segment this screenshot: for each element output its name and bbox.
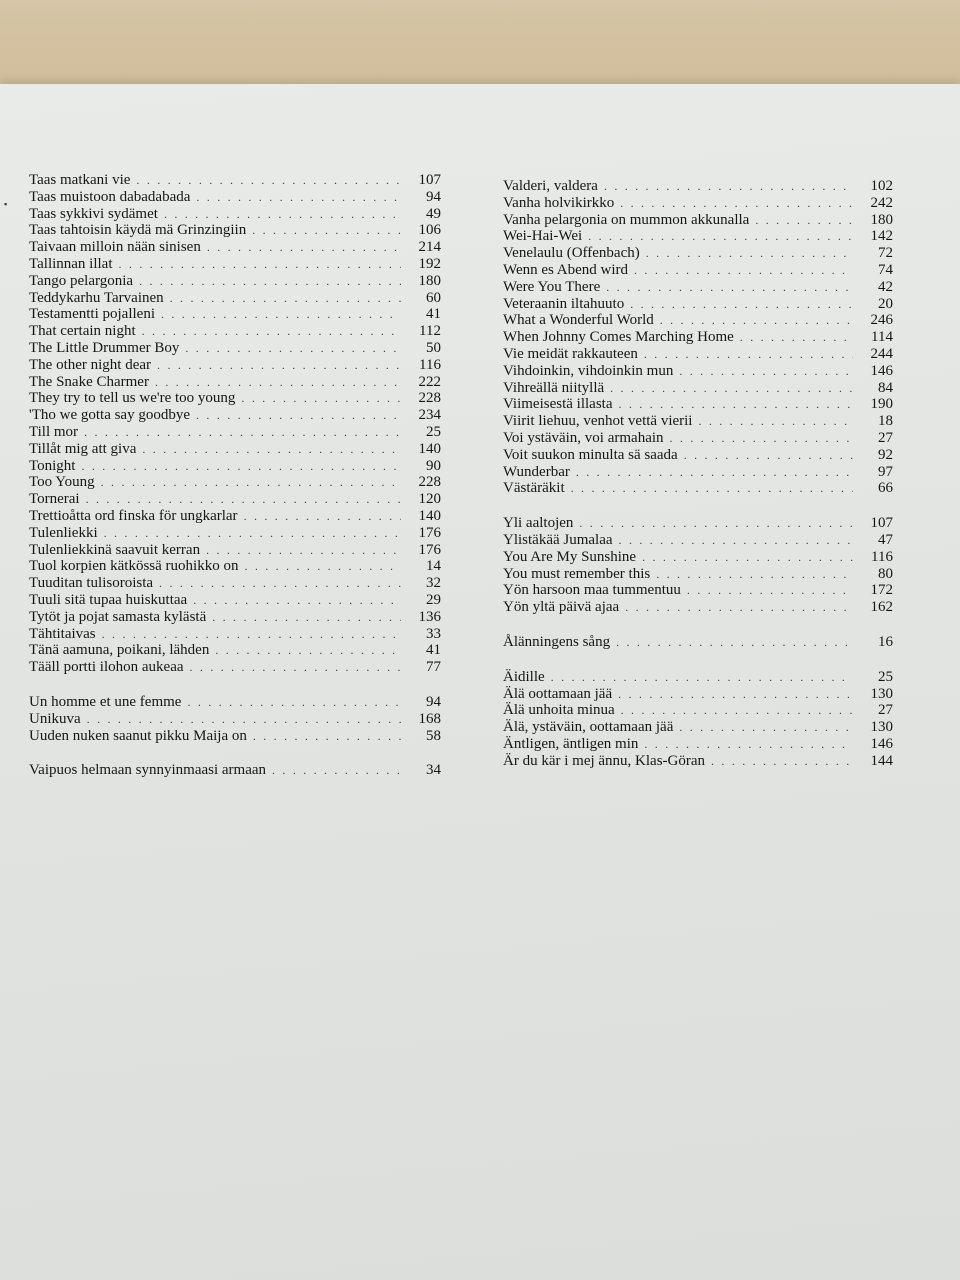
page-number: 50 — [426, 339, 441, 356]
index-entry — [29, 694, 441, 711]
song-title: Äntligen, äntligen min — [503, 735, 639, 752]
dot-leader — [571, 480, 853, 497]
index-entry — [29, 441, 441, 458]
dot-leader — [579, 515, 853, 532]
dot-leader — [187, 694, 401, 711]
dot-leader — [252, 222, 401, 239]
index-group — [29, 172, 441, 676]
index-entry — [29, 239, 441, 256]
song-title: Taas muistoon dabadabada — [29, 188, 191, 205]
dot-leader — [119, 256, 401, 273]
song-title: Taivaan milloin nään sinisen — [29, 239, 201, 256]
song-title: When Johnny Comes Marching Home — [503, 329, 734, 346]
dot-leader — [212, 609, 401, 626]
dot-leader — [606, 279, 853, 296]
song-title: You must remember this — [503, 565, 651, 582]
page-number: 60 — [426, 289, 441, 306]
index-entry — [29, 491, 441, 508]
song-title: Ylistäkää Jumalaa — [503, 531, 613, 548]
page-number: 27 — [878, 702, 893, 719]
dot-leader — [644, 736, 853, 753]
index-entry — [29, 273, 441, 290]
song-title: Venelaulu (Offenbach) — [503, 245, 640, 262]
index-entry — [29, 728, 441, 745]
dot-leader — [193, 592, 401, 609]
page-corner-mark: ▪ — [4, 199, 8, 209]
song-title: Vie meidät rakkauteen — [503, 345, 638, 362]
page-number: 136 — [418, 608, 441, 625]
dot-leader — [588, 228, 853, 245]
dot-leader — [634, 262, 853, 279]
song-title: Vihreällä niityllä — [503, 379, 605, 396]
dot-leader — [670, 430, 853, 447]
page-number: 228 — [418, 474, 441, 491]
index-entry — [29, 558, 441, 575]
dot-leader — [576, 464, 853, 481]
index-entry — [503, 228, 893, 245]
index-entry — [503, 753, 893, 770]
index-entry — [503, 296, 893, 313]
dot-leader — [87, 711, 401, 728]
song-title: Ålänningens sång — [503, 633, 611, 650]
dot-leader — [755, 212, 853, 229]
song-title: Were You There — [503, 278, 601, 295]
index-entry — [29, 374, 441, 391]
index-entry — [503, 447, 893, 464]
page-number: 102 — [870, 178, 893, 194]
index-entry — [503, 279, 893, 296]
index-entry — [503, 634, 893, 651]
index-entry — [29, 357, 441, 374]
index-group — [29, 762, 441, 779]
song-title: Voi ystäväin, voi armahain — [503, 429, 664, 446]
index-entry — [29, 206, 441, 223]
dot-leader — [618, 686, 853, 703]
dot-leader — [215, 642, 401, 659]
song-title: Äidille — [503, 668, 545, 685]
page-number: 228 — [418, 390, 441, 407]
page-number: 94 — [426, 188, 441, 205]
dot-leader — [244, 508, 401, 525]
index-entry — [29, 407, 441, 424]
dot-leader — [679, 719, 853, 736]
page-number: 142 — [870, 228, 893, 245]
dot-leader — [157, 357, 401, 374]
index-entry — [503, 582, 893, 599]
index-entry — [503, 396, 893, 413]
dot-leader — [196, 189, 401, 206]
index-entry — [29, 762, 441, 779]
song-title: 'Tho we gotta say goodbye — [29, 407, 191, 424]
index-entry — [503, 549, 893, 566]
index-entry — [503, 686, 893, 703]
page-number: 32 — [426, 575, 441, 592]
song-title: Tallinnan illat — [29, 255, 113, 272]
page-number: 172 — [870, 582, 893, 599]
dot-leader — [164, 206, 401, 223]
page-number: 107 — [418, 172, 441, 188]
index-entry — [29, 508, 441, 525]
song-title: Viimeisestä illasta — [503, 396, 613, 413]
page-number: 162 — [870, 599, 893, 616]
index-entry — [29, 340, 441, 357]
page-number: 176 — [418, 541, 441, 558]
page-number: 176 — [418, 524, 441, 541]
dot-leader — [646, 245, 853, 262]
dot-leader — [660, 312, 853, 329]
song-title: Tuuditan tulisoroista — [29, 575, 154, 592]
index-group — [503, 669, 893, 770]
index-entry — [503, 599, 893, 616]
song-title: Too Young — [29, 474, 95, 491]
song-title: The other night dear — [29, 356, 152, 373]
dot-leader — [155, 374, 401, 391]
song-title: The Snake Charmer — [29, 373, 149, 390]
page-number: 190 — [870, 396, 893, 413]
index-column-left — [29, 172, 441, 797]
index-entry — [503, 262, 893, 279]
song-title: Testamentti pojalleni — [29, 306, 155, 323]
page-number: 214 — [418, 239, 441, 256]
song-title: The Little Drummer Boy — [29, 339, 180, 356]
page-number: 47 — [878, 531, 893, 548]
index-entry — [503, 532, 893, 549]
index-entry — [29, 642, 441, 659]
song-title: Tango pelargonia — [29, 272, 134, 289]
song-title: Tääll portti ilohon aukeaa — [29, 659, 184, 676]
index-entry — [503, 430, 893, 447]
index-entry — [503, 736, 893, 753]
song-title: Veteraanin iltahuuto — [503, 295, 625, 312]
page-number: 16 — [878, 633, 893, 650]
page-number: 33 — [426, 625, 441, 642]
page-number: 234 — [418, 407, 441, 424]
page-number: 41 — [426, 642, 441, 659]
page-number: 14 — [426, 558, 441, 575]
song-title: Tytöt ja pojat samasta kylästä — [29, 608, 207, 625]
index-entry — [29, 256, 441, 273]
page-number: 114 — [871, 329, 893, 346]
dot-leader — [104, 525, 401, 542]
song-title: Är du kär i mej ännu, Klas-Göran — [503, 752, 706, 769]
index-entry — [29, 458, 441, 475]
page-number: 144 — [870, 752, 893, 769]
page-number: 41 — [426, 306, 441, 323]
dot-leader — [272, 762, 401, 779]
page-number: 29 — [426, 591, 441, 608]
page-number: 42 — [878, 278, 893, 295]
index-group — [29, 694, 441, 744]
index-entry — [29, 323, 441, 340]
index-entry — [503, 719, 893, 736]
index-entry — [503, 464, 893, 481]
index-entry — [503, 669, 893, 686]
index-entry — [29, 306, 441, 323]
dot-leader — [630, 296, 853, 313]
song-title: Valderi, valdera — [503, 178, 598, 194]
page-number: 242 — [870, 194, 893, 211]
page-number: 116 — [419, 356, 441, 373]
song-title: Un homme et une femme — [29, 693, 182, 710]
index-entry — [29, 172, 441, 189]
song-title: Taas matkani vie — [29, 172, 131, 188]
index-column-right — [503, 178, 893, 788]
song-title: Vanha pelargonia on mummon akkunalla — [503, 211, 750, 228]
dot-leader — [684, 447, 853, 464]
page-number: 112 — [419, 323, 441, 340]
song-title: That certain night — [29, 323, 136, 340]
song-title: Taas sykkivi sydämet — [29, 205, 158, 222]
song-title: Voit suukon minulta sä saada — [503, 446, 678, 463]
page-number: 92 — [878, 446, 893, 463]
dot-leader — [619, 396, 854, 413]
dot-leader — [142, 441, 401, 458]
page-number: 192 — [418, 255, 441, 272]
dot-leader — [642, 549, 853, 566]
index-entry — [29, 424, 441, 441]
song-title: Viirit liehuu, venhot vettä vierii — [503, 413, 693, 430]
index-group — [503, 515, 893, 616]
song-title: Wenn es Abend wird — [503, 261, 629, 278]
dot-leader — [253, 728, 401, 745]
dot-leader — [207, 239, 401, 256]
dot-leader — [621, 702, 853, 719]
dot-leader — [161, 306, 401, 323]
dot-leader — [142, 323, 401, 340]
dot-leader — [244, 558, 401, 575]
song-title: Vanha holvikirkko — [503, 194, 615, 211]
page-number: 97 — [878, 463, 893, 480]
dot-leader — [687, 582, 853, 599]
page-number: 140 — [418, 507, 441, 524]
dot-leader — [136, 172, 401, 189]
index-group — [503, 178, 893, 497]
page-number: 27 — [878, 429, 893, 446]
index-entry — [503, 702, 893, 719]
dot-leader — [625, 599, 853, 616]
page-number: 120 — [418, 491, 441, 508]
page-number: 130 — [870, 685, 893, 702]
index-entry — [503, 480, 893, 497]
song-title: What a Wonderful World — [503, 312, 654, 329]
dot-leader — [170, 290, 401, 307]
page-number: 222 — [418, 373, 441, 390]
song-title: Till mor — [29, 423, 79, 440]
song-title: They try to tell us we're too young — [29, 390, 236, 407]
page-number: 18 — [878, 413, 893, 430]
dot-leader — [101, 474, 401, 491]
index-entry — [503, 329, 893, 346]
index-entry — [29, 525, 441, 542]
page-number: 180 — [870, 211, 893, 228]
dot-leader — [604, 178, 853, 195]
song-title: Yön yltä päivä ajaa — [503, 599, 620, 616]
song-title: Unikuva — [29, 710, 81, 727]
song-title: Västäräkit — [503, 480, 565, 497]
index-entry — [29, 222, 441, 239]
index-entry — [503, 413, 893, 430]
song-title: Älä, ystäväin, oottamaan jää — [503, 719, 674, 736]
page-number: 58 — [426, 727, 441, 744]
dot-leader — [620, 195, 853, 212]
index-entry — [29, 189, 441, 206]
index-entry — [29, 711, 441, 728]
page-number: 80 — [878, 565, 893, 582]
page-number: 107 — [870, 515, 893, 532]
index-entry — [503, 515, 893, 532]
dot-leader — [81, 458, 401, 475]
index-entry — [503, 195, 893, 212]
song-title: You Are My Sunshine — [503, 548, 637, 565]
dot-leader — [616, 634, 853, 651]
page-number: 20 — [878, 295, 893, 312]
song-title: Tuuli sitä tupaa huiskuttaa — [29, 591, 188, 608]
index-entry — [29, 390, 441, 407]
song-title: Älä oottamaan jää — [503, 685, 613, 702]
index-entry — [503, 346, 893, 363]
song-title: Teddykarhu Tarvainen — [29, 289, 164, 306]
song-title: Vaipuos helmaan synnyinmaasi armaan — [29, 762, 267, 779]
page-number: 25 — [426, 423, 441, 440]
dot-leader — [185, 340, 401, 357]
page-number: 72 — [878, 245, 893, 262]
song-title: Tonight — [29, 457, 76, 474]
index-entry — [29, 542, 441, 559]
index-entry — [29, 474, 441, 491]
page-number: 49 — [426, 205, 441, 222]
dot-leader — [139, 273, 401, 290]
dot-leader — [656, 566, 853, 583]
song-title: Wunderbar — [503, 463, 570, 480]
dot-leader — [86, 491, 401, 508]
page-number: 244 — [870, 345, 893, 362]
index-entry — [503, 380, 893, 397]
song-title: Tähtitaivas — [29, 625, 96, 642]
index-entry — [29, 659, 441, 676]
page-number: 94 — [426, 693, 441, 710]
page-number: 77 — [426, 659, 441, 676]
dot-leader — [159, 575, 401, 592]
page-number: 34 — [426, 762, 441, 779]
page-number: 25 — [878, 668, 893, 685]
page-number: 168 — [418, 710, 441, 727]
dot-leader — [196, 407, 401, 424]
dot-leader — [711, 753, 853, 770]
song-title: Uuden nuken saanut pikku Maija on — [29, 727, 247, 744]
dot-leader — [679, 363, 853, 380]
song-title: Älä unhoita minua — [503, 702, 615, 719]
dot-leader — [644, 346, 853, 363]
page-number: 146 — [870, 362, 893, 379]
index-entry — [29, 609, 441, 626]
page-number: 84 — [878, 379, 893, 396]
dot-leader — [241, 390, 401, 407]
index-entry — [503, 212, 893, 229]
page-number: 66 — [878, 480, 893, 497]
index-entry — [29, 626, 441, 643]
index-entry — [29, 575, 441, 592]
dot-leader — [740, 329, 853, 346]
song-title: Tornerai — [29, 491, 80, 508]
page-number: 130 — [870, 719, 893, 736]
index-group — [503, 634, 893, 651]
song-title: Yli aaltojen — [503, 515, 574, 532]
page-number: 140 — [418, 440, 441, 457]
index-entry — [503, 245, 893, 262]
dot-leader — [610, 380, 853, 397]
song-title: Tillåt mig att giva — [29, 440, 137, 457]
dot-leader — [698, 413, 853, 430]
page-number: 146 — [870, 735, 893, 752]
dot-leader — [619, 532, 853, 549]
song-title: Tulenliekkinä saavuit kerran — [29, 541, 201, 558]
song-title: Tulenliekki — [29, 524, 98, 541]
dot-leader — [84, 424, 401, 441]
page-number: 106 — [418, 222, 441, 239]
song-title: Vihdoinkin, vihdoinkin mun — [503, 362, 674, 379]
index-entry — [29, 290, 441, 307]
page-number: 116 — [871, 548, 893, 565]
dot-leader — [206, 542, 401, 559]
index-entry — [503, 363, 893, 380]
index-entry — [29, 592, 441, 609]
page-number: 90 — [426, 457, 441, 474]
dot-leader — [102, 626, 401, 643]
index-entry — [503, 566, 893, 583]
song-title: Trettioåtta ord finska för ungkarlar — [29, 507, 238, 524]
song-title: Yön harsoon maa tummentuu — [503, 582, 681, 599]
page-number: 180 — [418, 272, 441, 289]
song-title: Tänä aamuna, poikani, lähden — [29, 642, 210, 659]
page-number: 246 — [870, 312, 893, 329]
song-title: Wei-Hai-Wei — [503, 228, 583, 245]
song-title: Taas tahtoisin käydä mä Grinzingiin — [29, 222, 247, 239]
dot-leader — [190, 659, 401, 676]
page-number: 74 — [878, 261, 893, 278]
index-entry — [503, 178, 893, 195]
song-title: Tuol korpien kätkössä ruohikko on — [29, 558, 239, 575]
index-entry — [503, 312, 893, 329]
dot-leader — [551, 669, 853, 686]
